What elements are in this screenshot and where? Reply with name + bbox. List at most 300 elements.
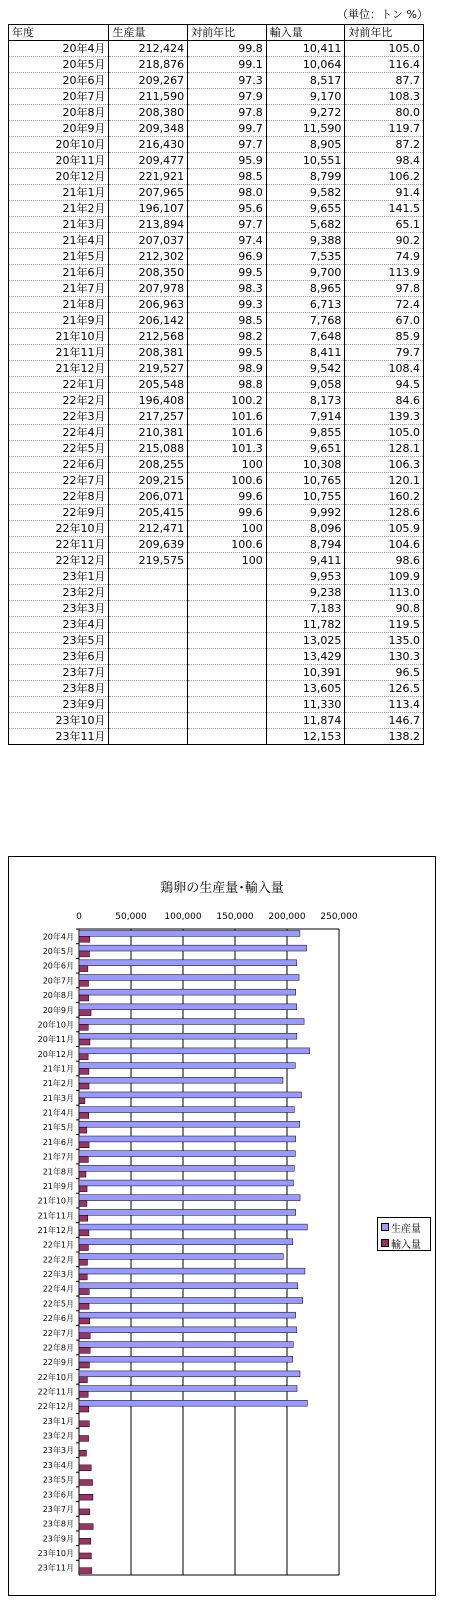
- cell-year: 21年4月: [9, 233, 109, 249]
- y-tick-label: 20年11月: [37, 1035, 74, 1045]
- table-row: [9, 425, 424, 441]
- cell-production: 196,408: [109, 393, 188, 409]
- bar-import: [79, 1509, 90, 1515]
- cell-production: 208,380: [109, 105, 188, 121]
- y-tick-label: 21年11月: [37, 1211, 74, 1221]
- cell-import: 9,388: [266, 233, 345, 249]
- bar-production: [79, 1165, 294, 1171]
- bar-production: [79, 1327, 297, 1333]
- legend-swatch-production: [381, 1223, 389, 1231]
- cell-import: 13,605: [266, 681, 345, 697]
- cell-production-yoy: 99.6: [188, 505, 267, 521]
- cell-production-yoy: [188, 633, 267, 649]
- x-tick-label: 100,000: [164, 912, 202, 922]
- bar-import: [79, 1098, 85, 1104]
- cell-year: 21年10月: [9, 329, 109, 345]
- bar-import: [79, 1391, 88, 1397]
- cell-import: 9,992: [266, 505, 345, 521]
- cell-import: 7,914: [266, 409, 345, 425]
- y-tick-label: 20年12月: [37, 1049, 74, 1059]
- cell-year: 21年3月: [9, 217, 109, 233]
- cell-production: 205,548: [109, 377, 188, 393]
- cell-import: 8,965: [266, 281, 345, 297]
- y-tick-label: 21年2月: [42, 1079, 74, 1089]
- cell-production: [109, 681, 188, 697]
- legend-swatch-import: [381, 1239, 389, 1247]
- cell-import-yoy: 139.3: [345, 409, 424, 425]
- cell-production: 207,037: [109, 233, 188, 249]
- cell-import: 10,308: [266, 457, 345, 473]
- cell-year: 21年6月: [9, 265, 109, 281]
- table-row: [9, 649, 424, 665]
- bar-import: [79, 1553, 91, 1559]
- bar-import: [79, 1406, 89, 1412]
- cell-year: 20年5月: [9, 57, 109, 73]
- cell-production-yoy: 98.3: [188, 281, 267, 297]
- table-row: [9, 345, 424, 361]
- header-import-yoy: 対前年比: [345, 25, 424, 41]
- legend-label-production: 生産量: [391, 1223, 421, 1235]
- cell-year: 21年5月: [9, 249, 109, 265]
- cell-production: 217,257: [109, 409, 188, 425]
- cell-production: 208,350: [109, 265, 188, 281]
- cell-import: 8,173: [266, 393, 345, 409]
- cell-year: 22年6月: [9, 457, 109, 473]
- cell-production-yoy: 98.8: [188, 377, 267, 393]
- cell-import-yoy: 119.5: [345, 617, 424, 633]
- cell-production: 207,965: [109, 185, 188, 201]
- bar-import: [79, 1127, 87, 1133]
- cell-production: 211,590: [109, 89, 188, 105]
- cell-import: 10,551: [266, 153, 345, 169]
- bar-chart: [9, 857, 437, 1597]
- bar-production: [79, 1283, 298, 1289]
- cell-import: 9,700: [266, 265, 345, 281]
- cell-year: 22年4月: [9, 425, 109, 441]
- table-row: [9, 601, 424, 617]
- cell-production: 219,527: [109, 361, 188, 377]
- table-body: [9, 41, 424, 745]
- bar-import: [79, 951, 89, 957]
- table-row: [9, 265, 424, 281]
- cell-import-yoy: 87.2: [345, 137, 424, 153]
- y-tick-label: 21年8月: [42, 1167, 74, 1177]
- table-row: [9, 505, 424, 521]
- cell-import: 9,058: [266, 377, 345, 393]
- chart-title: 鶏卵の生産量･輸入量: [160, 881, 284, 896]
- cell-production-yoy: 99.7: [188, 121, 267, 137]
- cell-import-yoy: 94.5: [345, 377, 424, 393]
- bar-production: [79, 1209, 296, 1215]
- cell-year: 22年7月: [9, 473, 109, 489]
- bar-production: [79, 1386, 297, 1392]
- bar-production: [79, 1136, 296, 1142]
- cell-year: 21年12月: [9, 361, 109, 377]
- bar-import: [79, 1186, 87, 1192]
- cell-production: [109, 665, 188, 681]
- bar-import: [79, 1538, 91, 1544]
- cell-import-yoy: 72.4: [345, 297, 424, 313]
- table-row: [9, 153, 424, 169]
- bar-production: [79, 1224, 307, 1230]
- cell-year: 22年3月: [9, 409, 109, 425]
- table-row: [9, 553, 424, 569]
- y-tick-label: 21年12月: [37, 1225, 74, 1235]
- table-row: [9, 73, 424, 89]
- y-tick-label: 23年9月: [42, 1534, 74, 1544]
- cell-import: 6,713: [266, 297, 345, 313]
- bar-production: [79, 930, 300, 936]
- bar-import: [79, 1215, 88, 1221]
- cell-year: 20年6月: [9, 73, 109, 89]
- table-row: [9, 409, 424, 425]
- y-tick-label: 22年6月: [42, 1314, 74, 1324]
- cell-year: 22年8月: [9, 489, 109, 505]
- cell-production-yoy: [188, 729, 267, 745]
- cell-year: 20年8月: [9, 105, 109, 121]
- cell-year: 23年1月: [9, 569, 109, 585]
- y-tick-label: 22年11月: [37, 1387, 74, 1397]
- cell-production-yoy: 101.6: [188, 409, 267, 425]
- cell-year: 23年7月: [9, 665, 109, 681]
- bar-production: [79, 1048, 310, 1054]
- cell-production-yoy: [188, 649, 267, 665]
- x-tick-label: 200,000: [268, 912, 306, 922]
- table-row: [9, 393, 424, 409]
- bar-import: [79, 1318, 90, 1324]
- y-tick-label: 23年4月: [42, 1460, 74, 1470]
- cell-year: 20年10月: [9, 137, 109, 153]
- cell-import: 9,238: [266, 585, 345, 601]
- cell-import-yoy: 113.0: [345, 585, 424, 601]
- bar-import: [79, 1245, 88, 1251]
- cell-import-yoy: 105.9: [345, 521, 424, 537]
- cell-year: 22年12月: [9, 553, 109, 569]
- cell-import-yoy: 128.6: [345, 505, 424, 521]
- legend-label-import: 輸入量: [391, 1239, 421, 1251]
- cell-import-yoy: 90.2: [345, 233, 424, 249]
- cell-production: 215,088: [109, 441, 188, 457]
- cell-import: 8,517: [266, 73, 345, 89]
- cell-import-yoy: 98.6: [345, 553, 424, 569]
- chart-legend: [377, 1217, 431, 1251]
- cell-production-yoy: 101.3: [188, 441, 267, 457]
- cell-import: 10,765: [266, 473, 345, 489]
- cell-production-yoy: 97.4: [188, 233, 267, 249]
- cell-import: 9,272: [266, 105, 345, 121]
- cell-import: 10,411: [266, 41, 345, 57]
- cell-production-yoy: [188, 665, 267, 681]
- cell-production: [109, 585, 188, 601]
- table-row: [9, 441, 424, 457]
- cell-production-yoy: 96.9: [188, 249, 267, 265]
- y-tick-label: 21年6月: [42, 1137, 74, 1147]
- cell-import-yoy: 109.9: [345, 569, 424, 585]
- cell-production-yoy: 99.6: [188, 489, 267, 505]
- cell-import: 10,391: [266, 665, 345, 681]
- cell-year: 22年2月: [9, 393, 109, 409]
- table-row: [9, 537, 424, 553]
- bar-import: [79, 1142, 89, 1148]
- cell-production: [109, 617, 188, 633]
- cell-import-yoy: 130.3: [345, 649, 424, 665]
- cell-production: [109, 633, 188, 649]
- cell-production-yoy: 97.7: [188, 217, 267, 233]
- table-row: [9, 617, 424, 633]
- bar-import: [79, 1039, 90, 1045]
- bar-import: [79, 1024, 88, 1030]
- y-tick-label: 20年4月: [42, 932, 74, 942]
- cell-production-yoy: 99.8: [188, 41, 267, 57]
- bar-production: [79, 1312, 296, 1318]
- cell-production: 212,302: [109, 249, 188, 265]
- cell-production: 221,921: [109, 169, 188, 185]
- table-row: [9, 121, 424, 137]
- cell-import-yoy: 74.9: [345, 249, 424, 265]
- cell-production: 208,381: [109, 345, 188, 361]
- header-import: 輸入量: [266, 25, 345, 41]
- cell-production: 206,142: [109, 313, 188, 329]
- cell-production-yoy: 98.5: [188, 169, 267, 185]
- cell-import-yoy: 98.4: [345, 153, 424, 169]
- bar-production: [79, 1121, 300, 1127]
- bar-import: [79, 1157, 88, 1163]
- cell-production-yoy: 97.9: [188, 89, 267, 105]
- cell-production: 205,415: [109, 505, 188, 521]
- table-row: [9, 57, 424, 73]
- table-row: [9, 217, 424, 233]
- cell-import-yoy: 106.3: [345, 457, 424, 473]
- y-tick-label: 22年4月: [42, 1284, 74, 1294]
- header-production: 生産量: [109, 25, 188, 41]
- cell-import-yoy: 141.5: [345, 201, 424, 217]
- cell-year: 21年8月: [9, 297, 109, 313]
- y-tick-label: 21年4月: [42, 1108, 74, 1118]
- table-row: [9, 297, 424, 313]
- cell-production: [109, 729, 188, 745]
- bar-production: [79, 1356, 293, 1362]
- bar-production: [79, 989, 296, 995]
- cell-import: 9,582: [266, 185, 345, 201]
- bar-import: [79, 1171, 86, 1177]
- cell-import-yoy: 138.2: [345, 729, 424, 745]
- bar-production: [79, 1239, 293, 1245]
- bar-production: [79, 1107, 294, 1113]
- bar-production: [79, 1033, 297, 1039]
- cell-year: 22年11月: [9, 537, 109, 553]
- bar-production: [79, 1298, 303, 1304]
- header-year: 年度: [9, 25, 109, 41]
- y-tick-label: 22年7月: [42, 1328, 74, 1338]
- cell-import: 8,905: [266, 137, 345, 153]
- cell-import-yoy: 108.4: [345, 361, 424, 377]
- y-tick-label: 23年2月: [42, 1431, 74, 1441]
- cell-import: 7,768: [266, 313, 345, 329]
- bar-import: [79, 1362, 89, 1368]
- table-row: [9, 233, 424, 249]
- cell-production: [109, 713, 188, 729]
- cell-import-yoy: 67.0: [345, 313, 424, 329]
- cell-import: 7,535: [266, 249, 345, 265]
- cell-import: 9,953: [266, 569, 345, 585]
- y-tick-label: 23年10月: [37, 1548, 74, 1558]
- x-tick-label: 250,000: [320, 912, 358, 922]
- bar-import: [79, 1054, 88, 1060]
- cell-year: 22年9月: [9, 505, 109, 521]
- cell-import: 7,183: [266, 601, 345, 617]
- table-row: [9, 169, 424, 185]
- header-production-yoy: 対前年比: [188, 25, 267, 41]
- bar-import: [79, 966, 88, 972]
- cell-import-yoy: 105.0: [345, 41, 424, 57]
- cell-import: 11,330: [266, 697, 345, 713]
- table-row: [9, 89, 424, 105]
- x-tick-label: 150,000: [216, 912, 254, 922]
- table-row: [9, 569, 424, 585]
- y-tick-label: 22年1月: [42, 1240, 74, 1250]
- bar-import: [79, 1450, 86, 1456]
- bar-import: [79, 1113, 89, 1119]
- cell-import: 8,799: [266, 169, 345, 185]
- cell-import-yoy: 113.4: [345, 697, 424, 713]
- table-row: [9, 201, 424, 217]
- bar-production: [79, 1342, 293, 1348]
- cell-production-yoy: 99.3: [188, 297, 267, 313]
- bar-import: [79, 1377, 87, 1383]
- cell-production-yoy: [188, 713, 267, 729]
- cell-import-yoy: 79.7: [345, 345, 424, 361]
- bar-import: [79, 980, 89, 986]
- cell-import: 9,855: [266, 425, 345, 441]
- cell-import-yoy: 96.5: [345, 665, 424, 681]
- cell-year: 20年7月: [9, 89, 109, 105]
- y-tick-label: 20年10月: [37, 1020, 74, 1030]
- y-tick-label: 20年8月: [42, 991, 74, 1001]
- y-tick-label: 21年1月: [42, 1064, 74, 1074]
- bar-production: [79, 1092, 301, 1098]
- bar-production: [79, 1151, 295, 1157]
- y-tick-label: 21年7月: [42, 1152, 74, 1162]
- bar-import: [79, 1524, 93, 1530]
- y-tick-label: 20年6月: [42, 961, 74, 971]
- bar-import: [79, 1289, 89, 1295]
- table-row: [9, 633, 424, 649]
- cell-production: 206,963: [109, 297, 188, 313]
- cell-import-yoy: 128.1: [345, 441, 424, 457]
- cell-import-yoy: 119.7: [345, 121, 424, 137]
- cell-year: 23年9月: [9, 697, 109, 713]
- cell-year: 23年4月: [9, 617, 109, 633]
- cell-production-yoy: 99.5: [188, 265, 267, 281]
- cell-production: [109, 697, 188, 713]
- table-row: [9, 681, 424, 697]
- cell-import-yoy: 135.0: [345, 633, 424, 649]
- cell-year: 20年12月: [9, 169, 109, 185]
- cell-import-yoy: 160.2: [345, 489, 424, 505]
- cell-year: 21年2月: [9, 201, 109, 217]
- y-tick-label: 22年3月: [42, 1270, 74, 1280]
- cell-import: 9,651: [266, 441, 345, 457]
- cell-production-yoy: 99.5: [188, 345, 267, 361]
- bar-production: [79, 960, 297, 966]
- cell-import-yoy: 106.2: [345, 169, 424, 185]
- cell-production-yoy: 100: [188, 521, 267, 537]
- cell-import-yoy: 85.9: [345, 329, 424, 345]
- cell-production-yoy: 97.8: [188, 105, 267, 121]
- cell-production: 209,348: [109, 121, 188, 137]
- cell-year: 21年11月: [9, 345, 109, 361]
- y-tick-label: 21年10月: [37, 1196, 74, 1206]
- y-tick-label: 22年12月: [37, 1402, 74, 1412]
- table-row: [9, 185, 424, 201]
- cell-production-yoy: [188, 681, 267, 697]
- cell-import: 9,411: [266, 553, 345, 569]
- cell-import-yoy: 97.8: [345, 281, 424, 297]
- bar-production: [79, 1400, 307, 1406]
- table-row: [9, 697, 424, 713]
- cell-import-yoy: 120.1: [345, 473, 424, 489]
- cell-year: 23年8月: [9, 681, 109, 697]
- y-tick-label: 22年2月: [42, 1255, 74, 1265]
- cell-production: 218,876: [109, 57, 188, 73]
- x-tick-label: 0: [76, 912, 82, 922]
- cell-import-yoy: 91.4: [345, 185, 424, 201]
- cell-production-yoy: 100.6: [188, 537, 267, 553]
- table-row: [9, 361, 424, 377]
- bar-production: [79, 945, 307, 951]
- cell-import-yoy: 80.0: [345, 105, 424, 121]
- cell-production: 209,267: [109, 73, 188, 89]
- table-row: [9, 729, 424, 745]
- table-row: [9, 665, 424, 681]
- y-tick-label: 22年9月: [42, 1358, 74, 1368]
- bar-import: [79, 936, 90, 942]
- cell-production: [109, 569, 188, 585]
- bar-import: [79, 1568, 92, 1574]
- bar-import: [79, 1303, 89, 1309]
- cell-production-yoy: [188, 569, 267, 585]
- cell-import-yoy: 113.9: [345, 265, 424, 281]
- cell-year: 23年3月: [9, 601, 109, 617]
- bar-import: [79, 1494, 93, 1500]
- y-tick-label: 20年9月: [42, 1005, 74, 1015]
- cell-production: [109, 649, 188, 665]
- cell-import-yoy: 90.8: [345, 601, 424, 617]
- cell-production: 210,381: [109, 425, 188, 441]
- table-row: [9, 41, 424, 57]
- cell-production-yoy: 95.6: [188, 201, 267, 217]
- cell-import: 11,782: [266, 617, 345, 633]
- y-tick-label: 21年9月: [42, 1181, 74, 1191]
- cell-year: 23年2月: [9, 585, 109, 601]
- table-row: [9, 585, 424, 601]
- cell-year: 23年10月: [9, 713, 109, 729]
- table-row: [9, 377, 424, 393]
- cell-production: 212,568: [109, 329, 188, 345]
- table-row: [9, 713, 424, 729]
- bar-production: [79, 1063, 295, 1069]
- bar-production: [79, 1195, 300, 1201]
- cell-production-yoy: 98.0: [188, 185, 267, 201]
- legend-item-production: [378, 1220, 430, 1234]
- cell-import: 12,153: [266, 729, 345, 745]
- cell-import-yoy: 116.4: [345, 57, 424, 73]
- table-row: [9, 489, 424, 505]
- bar-production: [79, 1004, 297, 1010]
- cell-production-yoy: 97.3: [188, 73, 267, 89]
- table-header-row: [9, 25, 424, 41]
- cell-year: 21年1月: [9, 185, 109, 201]
